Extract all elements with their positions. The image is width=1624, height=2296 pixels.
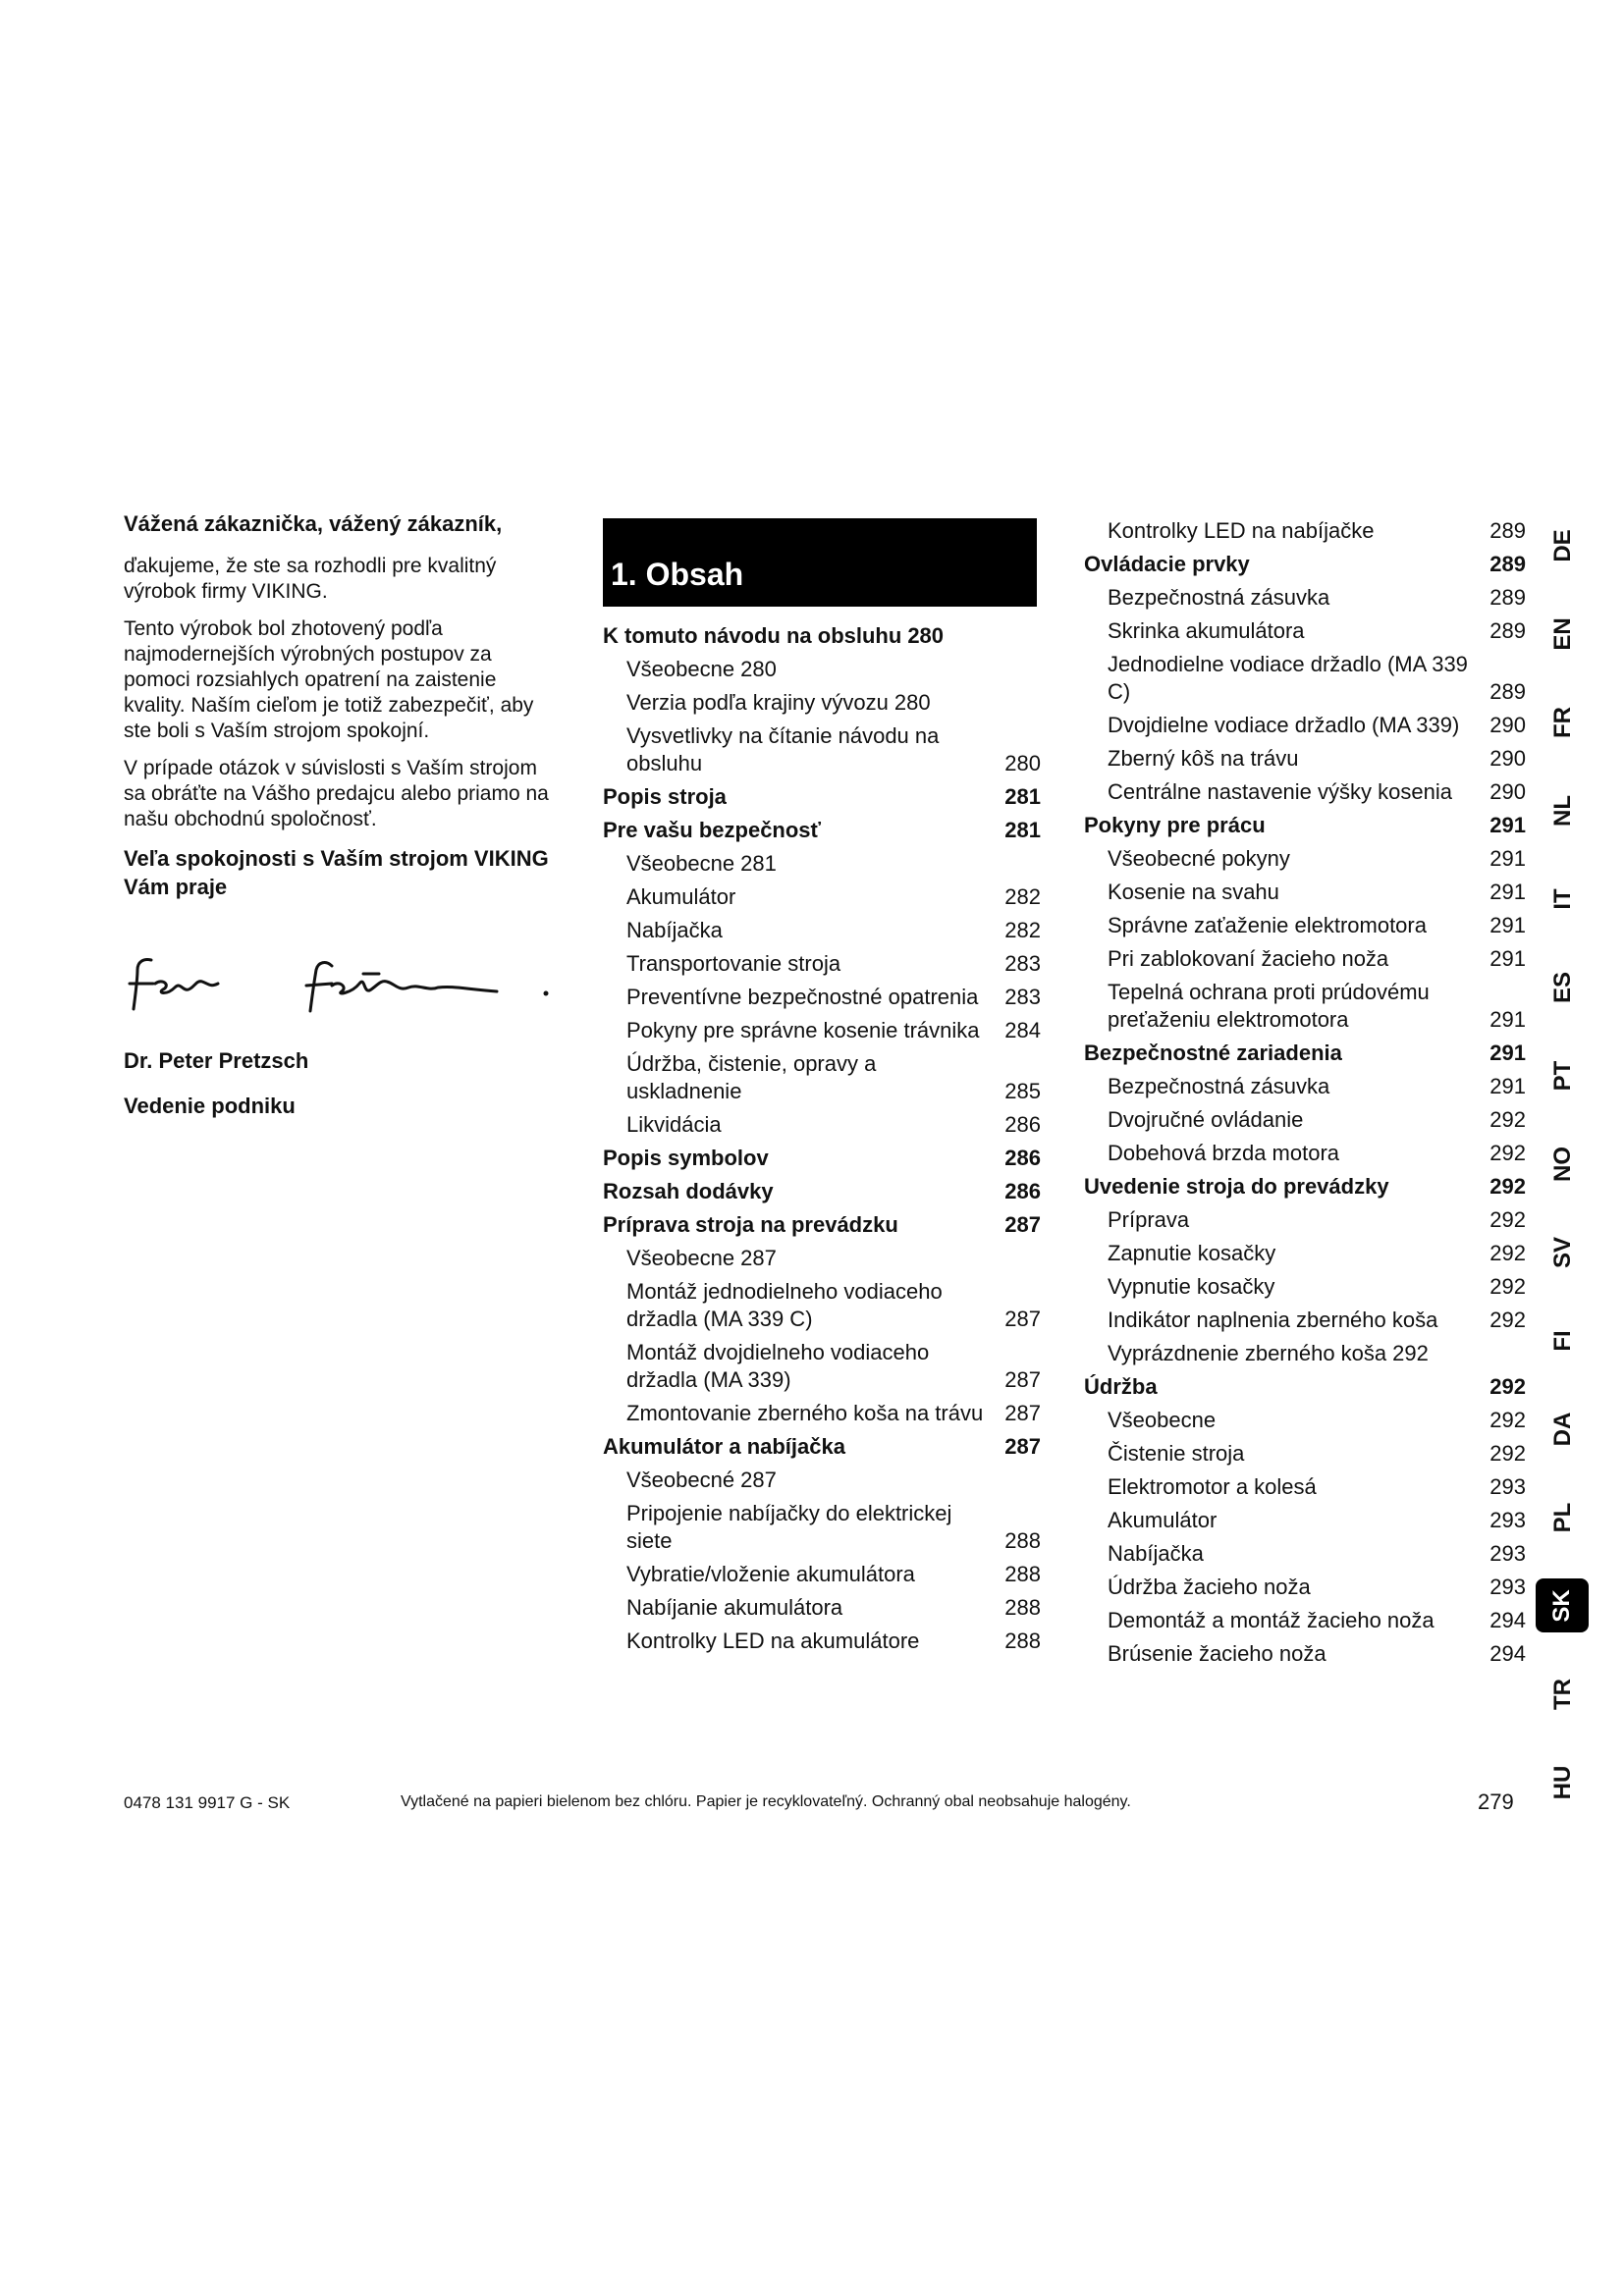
language-tab-label: DE — [1549, 528, 1576, 562]
toc-entry-page: 281 — [1004, 818, 1041, 842]
language-tab-hu[interactable] — [1536, 1755, 1591, 1809]
toc-entry-inline — [626, 656, 1041, 683]
language-tab-label: NO — [1549, 1146, 1576, 1182]
toc-entry — [603, 984, 1041, 1011]
toc-entry-page: 292 — [1489, 1241, 1526, 1265]
toc-entry — [1084, 845, 1526, 873]
language-tab-label: FR — [1549, 706, 1576, 738]
toc-entry — [1084, 812, 1526, 839]
toc-entry-page: 286 — [1004, 1112, 1041, 1137]
toc-entry — [603, 1433, 1041, 1461]
signer-name: Dr. Peter Pretzsch — [124, 1048, 309, 1073]
toc-entry — [603, 689, 1041, 717]
page-number: 279 — [1478, 1789, 1514, 1814]
toc-entry-page: 292 — [1489, 1408, 1526, 1432]
toc-entry-page: 291 — [1489, 1074, 1526, 1098]
toc-entry — [603, 1111, 1041, 1139]
toc-entry-title: Pri zablokovaní žacieho noža — [1108, 946, 1389, 971]
toc-entry-page: 282 — [1004, 918, 1041, 942]
language-tab-pt[interactable] — [1536, 1048, 1591, 1102]
toc-entry-page: 289 — [1489, 618, 1526, 643]
toc-entry-page: 288 — [1004, 1528, 1041, 1553]
toc-entry-page: 291 — [1489, 1041, 1526, 1065]
toc-entry — [1084, 912, 1526, 939]
toc-entry — [603, 850, 1041, 878]
toc-entry-title: Kontrolky LED na akumulátore — [626, 1629, 920, 1653]
toc-entry-title: Rozsah dodávky — [603, 1179, 774, 1203]
toc-entry-page: 293 — [1489, 1541, 1526, 1566]
toc-entry — [1084, 1473, 1526, 1501]
language-tab-label: SK — [1548, 1588, 1575, 1623]
toc-entry-inline — [626, 689, 1041, 717]
language-tab-label: TR — [1549, 1678, 1576, 1710]
toc-entry-title: Pokyny pre správne kosenie trávnika — [626, 1018, 980, 1042]
toc-entry-page: 290 — [1489, 713, 1526, 737]
toc-entry — [603, 1278, 1041, 1333]
toc-entry-page: 287 — [740, 1246, 777, 1270]
toc-entry-title: Brúsenie žacieho noža — [1108, 1641, 1326, 1666]
toc-entry — [1084, 1307, 1526, 1334]
toc-entry-title: Kosenie na svahu — [1108, 880, 1279, 904]
intro-paragraph-1: ďakujeme, že ste sa rozhodli pre kvalitný výrobok firmy VIKING. — [124, 555, 497, 603]
toc-entry-page: 288 — [1004, 1595, 1041, 1620]
toc-entry-title: Transportovanie stroja — [626, 951, 841, 976]
toc-entry — [603, 783, 1041, 811]
toc-entry-page: 288 — [1004, 1562, 1041, 1586]
language-tab-label: ES — [1549, 971, 1576, 1003]
toc-entry — [1084, 1540, 1526, 1568]
toc-entry-title: Správne zaťaženie elektromotora — [1108, 913, 1427, 937]
toc-entry-page: 280 — [893, 690, 931, 715]
language-tab-label: PL — [1549, 1502, 1576, 1532]
toc-entry-page: 294 — [1489, 1608, 1526, 1632]
toc-entry — [1084, 1140, 1526, 1167]
toc-entry-title: Zapnutie kosačky — [1108, 1241, 1276, 1265]
toc-entry-title: Údržba — [1084, 1374, 1158, 1399]
toc-entry — [603, 917, 1041, 944]
toc-entry — [603, 622, 1041, 650]
toc-entry-page: 287 — [1004, 1434, 1041, 1459]
toc-entry-title: Akumulátor a nabíjačka — [603, 1434, 845, 1459]
toc-entry-page: 287 — [1004, 1367, 1041, 1392]
toc-entry — [1084, 651, 1526, 706]
toc-entry-page: 287 — [740, 1468, 777, 1492]
toc-entry-page: 291 — [1489, 880, 1526, 904]
toc-entry-page: 292 — [1489, 1107, 1526, 1132]
toc-entry-page: 291 — [1489, 946, 1526, 971]
language-tab-label: NL — [1549, 794, 1576, 827]
toc-entry-page: 280 — [740, 657, 777, 681]
toc-column-1 — [603, 622, 1041, 1661]
toc-entry-page: 286 — [1004, 1179, 1041, 1203]
toc-entry-page: 289 — [1489, 552, 1526, 576]
toc-entry — [603, 1050, 1041, 1105]
toc-entry-title: Vypnutie kosačky — [1108, 1274, 1275, 1299]
toc-entry-title: K tomuto návodu na obsluhu — [603, 623, 902, 648]
toc-entry-title: Bezpečnostná zásuvka — [1108, 585, 1330, 610]
language-tab-label: EN — [1549, 616, 1576, 651]
toc-entry-title: Akumulátor — [626, 884, 736, 909]
toc-entry-title: Príprava stroja na prevádzku — [603, 1212, 898, 1237]
toc-entry-title: Vysvetlivky na čítanie návodu na obsluhu — [626, 723, 940, 775]
toc-entry-title: Všeobecne — [626, 851, 735, 876]
toc-entry — [1084, 1640, 1526, 1668]
toc-entry — [1084, 1340, 1526, 1367]
toc-entry — [1084, 1607, 1526, 1634]
toc-entry — [1084, 1507, 1526, 1534]
toc-entry-page: 280 — [907, 623, 945, 648]
toc-entry-title: Pre vašu bezpečnosť — [603, 818, 822, 842]
toc-entry-page: 293 — [1489, 1508, 1526, 1532]
toc-entry — [1084, 1373, 1526, 1401]
toc-entry — [1084, 945, 1526, 973]
language-tab-tr[interactable] — [1536, 1667, 1591, 1721]
toc-entry — [1084, 517, 1526, 545]
toc-entry-title: Preventívne bezpečnostné opatrenia — [626, 985, 979, 1009]
toc-entry — [1084, 1173, 1526, 1201]
toc-entry — [603, 1339, 1041, 1394]
toc-entry-page: 291 — [1489, 813, 1526, 837]
toc-entry-page: 281 — [1004, 784, 1041, 809]
toc-entry-page: 287 — [1004, 1401, 1041, 1425]
toc-entry-title: Nabíjanie akumulátora — [626, 1595, 843, 1620]
toc-entry-title: Pokyny pre prácu — [1084, 813, 1266, 837]
language-tab-de[interactable] — [1536, 518, 1591, 572]
toc-entry-page: 294 — [1489, 1641, 1526, 1666]
language-tab-es[interactable] — [1536, 960, 1591, 1014]
toc-entry-page: 292 — [1392, 1341, 1429, 1365]
language-tab-en[interactable] — [1536, 607, 1591, 661]
toc-entry-title: Montáž jednodielneho vodiaceho držadla (MA 339 C) — [626, 1279, 943, 1331]
language-tab-sk[interactable] — [1536, 1578, 1589, 1632]
language-tab-label: DA — [1549, 1412, 1576, 1446]
toc-entry-title: Montáž dvojdielneho vodiaceho držadla (MA 339) — [626, 1340, 930, 1392]
toc-entry-title: Kontrolky LED na nabíjačke — [1108, 518, 1375, 543]
toc-entry — [603, 722, 1041, 777]
toc-entry-page: 291 — [1489, 1007, 1526, 1032]
toc-entry — [1084, 1273, 1526, 1301]
toc-entry-title: Ovládacie prvky — [1084, 552, 1250, 576]
toc-entry-title: Verzia podľa krajiny vývozu — [626, 690, 889, 715]
signature-image — [124, 940, 556, 1019]
intro-section — [124, 510, 556, 1119]
toc-entry-page: 293 — [1489, 1575, 1526, 1599]
toc-entry-page: 289 — [1489, 679, 1526, 704]
toc-entry-title: Údržba, čistenie, opravy a uskladnenie — [626, 1051, 877, 1103]
toc-entry-title: Centrálne nastavenie výšky kosenia — [1108, 779, 1452, 804]
toc-entry-title: Likvidácia — [626, 1112, 722, 1137]
toc-entry-page: 290 — [1489, 746, 1526, 771]
toc-entry-title: Dobehová brzda motora — [1108, 1141, 1340, 1165]
toc-entry-page: 282 — [1004, 884, 1041, 909]
toc-entry-title: Indikátor naplnenia zberného koša — [1108, 1308, 1438, 1332]
toc-entry — [1084, 745, 1526, 773]
closing-line: Veľa spokojnosti s Vaším strojom VIKING Vám praje — [124, 846, 549, 899]
toc-entry — [603, 883, 1041, 911]
toc-entry-title: Jednodielne vodiace držadlo (MA 339 C) — [1108, 652, 1468, 704]
language-tab-da[interactable] — [1536, 1402, 1591, 1456]
language-tab-nl[interactable] — [1536, 783, 1591, 837]
toc-entry-title: Všeobecne — [626, 657, 735, 681]
language-tab-label: SV — [1549, 1236, 1576, 1268]
toc-entry — [1084, 879, 1526, 906]
toc-entry-page: 289 — [1489, 518, 1526, 543]
toc-entry-inline — [626, 850, 1041, 878]
toc-entry — [1084, 1407, 1526, 1434]
toc-entry-inline — [626, 1245, 1041, 1272]
intro-paragraph-2: Tento výrobok bol zhotovený podľa najmodernejších výrobných postupov za pomoci rozsiahlych opatrení na zaistenie kvality. Naším cieľom je totiž zabezpečiť, aby ste boli s Vaším strojom spokojní. — [124, 617, 534, 742]
toc-entry-page: 293 — [1489, 1474, 1526, 1499]
toc-entry-inline — [1108, 1340, 1526, 1367]
toc-entry-page: 285 — [1004, 1079, 1041, 1103]
toc-entry-title: Nabíjačka — [626, 918, 723, 942]
toc-entry — [1084, 1040, 1526, 1067]
toc-entry — [1084, 712, 1526, 739]
language-tab-no[interactable] — [1536, 1137, 1591, 1191]
toc-entry — [603, 656, 1041, 683]
toc-entry-page: 292 — [1489, 1374, 1526, 1399]
toc-entry-page: 287 — [1004, 1307, 1041, 1331]
toc-entry — [1084, 1073, 1526, 1100]
toc-entry-title: Čistenie stroja — [1108, 1441, 1245, 1466]
toc-entry — [603, 1594, 1041, 1622]
toc-entry-page: 292 — [1489, 1174, 1526, 1199]
toc-entry-page: 291 — [1489, 913, 1526, 937]
toc-entry-page: 291 — [1489, 846, 1526, 871]
toc-entry-page: 280 — [1004, 751, 1041, 775]
toc-entry-page: 292 — [1489, 1441, 1526, 1466]
toc-entry — [603, 950, 1041, 978]
toc-entry-title: Všeobecné — [626, 1468, 735, 1492]
toc-entry — [603, 1500, 1041, 1555]
toc-entry-page: 283 — [1004, 951, 1041, 976]
toc-entry-title: Pripojenie nabíjačky do elektrickej siete — [626, 1501, 952, 1553]
toc-entry — [1084, 617, 1526, 645]
toc-entry-page: 281 — [740, 851, 777, 876]
language-tab-label: PT — [1549, 1060, 1576, 1091]
toc-entry-title: Údržba žacieho noža — [1108, 1575, 1311, 1599]
toc-column-2 — [1084, 517, 1526, 1674]
toc-entry-title: Všeobecne — [626, 1246, 735, 1270]
toc-entry-page: 283 — [1004, 985, 1041, 1009]
toc-entry — [603, 1017, 1041, 1044]
toc-entry — [1084, 979, 1526, 1034]
toc-entry — [603, 1145, 1041, 1172]
document-code: 0478 131 9917 G - SK — [124, 1793, 291, 1812]
toc-entry — [1084, 1240, 1526, 1267]
toc-title: 1. Obsah — [611, 557, 744, 592]
toc-entry-page: 292 — [1489, 1207, 1526, 1232]
toc-entry — [1084, 1106, 1526, 1134]
toc-entry-page: 284 — [1004, 1018, 1041, 1042]
toc-entry-title: Zberný kôš na trávu — [1108, 746, 1299, 771]
toc-entry-page: 292 — [1489, 1308, 1526, 1332]
toc-entry-title: Popis stroja — [603, 784, 727, 809]
toc-entry-title: Všeobecné pokyny — [1108, 846, 1290, 871]
toc-entry-title: Príprava — [1108, 1207, 1190, 1232]
toc-entry-title: Vybratie/vloženie akumulátora — [626, 1562, 915, 1586]
toc-entry-title: Demontáž a montáž žacieho noža — [1108, 1608, 1435, 1632]
toc-entry-page: 292 — [1489, 1274, 1526, 1299]
toc-entry-title: Zmontovanie zberného koša na trávu — [626, 1401, 984, 1425]
toc-entry — [1084, 584, 1526, 612]
intro-paragraph-3: V prípade otázok v súvislosti s Vaším strojom sa obráťte na Vášho predajcu alebo priamo na našu obchodnú spoločnosť. — [124, 757, 549, 830]
toc-entry-title: Bezpečnostná zásuvka — [1108, 1074, 1330, 1098]
toc-entry — [603, 1400, 1041, 1427]
toc-entry-inline — [626, 1467, 1041, 1494]
toc-entry-title: Dvojručné ovládanie — [1108, 1107, 1304, 1132]
toc-entry-title: Popis symbolov — [603, 1146, 769, 1170]
toc-entry — [1084, 1440, 1526, 1468]
toc-entry — [603, 1211, 1041, 1239]
language-tab-sv[interactable] — [1536, 1225, 1591, 1279]
toc-entry-page: 292 — [1489, 1141, 1526, 1165]
language-tabs — [1536, 518, 1591, 1843]
toc-entry-page: 287 — [1004, 1212, 1041, 1237]
toc-entry — [603, 1178, 1041, 1205]
language-tab-pl[interactable] — [1536, 1490, 1591, 1544]
toc-entry-title: Všeobecne — [1108, 1408, 1217, 1432]
toc-header — [603, 518, 1037, 607]
signer-role: Vedenie podniku — [124, 1094, 296, 1118]
toc-entry — [1084, 1206, 1526, 1234]
toc-entry-title: Dvojdielne vodiace držadlo (MA 339) — [1108, 713, 1460, 737]
language-tab-fr[interactable] — [1536, 695, 1591, 749]
toc-entry-title: Tepelná ochrana proti prúdovému preťaženiu elektromotora — [1108, 980, 1430, 1032]
toc-entry-page: 289 — [1489, 585, 1526, 610]
footer-note: Vytlačené na papieri bielenom bez chlóru. Papier je recyklovateľný. Ochranný obal neobsahuje halogény. — [401, 1793, 1131, 1810]
toc-entry-title: Nabíjačka — [1108, 1541, 1204, 1566]
toc-entry — [603, 1467, 1041, 1494]
language-tab-fi[interactable] — [1536, 1313, 1591, 1367]
toc-entry — [603, 1561, 1041, 1588]
toc-entry-title: Skrinka akumulátora — [1108, 618, 1305, 643]
language-tab-label: FI — [1549, 1329, 1576, 1352]
toc-entry — [1084, 778, 1526, 806]
toc-entry-title: Bezpečnostné zariadenia — [1084, 1041, 1342, 1065]
toc-entry-page: 290 — [1489, 779, 1526, 804]
toc-entry-title: Akumulátor — [1108, 1508, 1218, 1532]
toc-entry-title: Uvedenie stroja do prevádzky — [1084, 1174, 1389, 1199]
toc-entry — [1084, 551, 1526, 578]
toc-entry-page: 286 — [1004, 1146, 1041, 1170]
toc-entry-inline — [603, 622, 1041, 650]
toc-entry-title: Vyprázdnenie zberného koša — [1108, 1341, 1387, 1365]
toc-entry — [603, 1628, 1041, 1655]
language-tab-label: IT — [1549, 887, 1576, 910]
toc-entry — [603, 1245, 1041, 1272]
language-tab-it[interactable] — [1536, 872, 1591, 926]
toc-entry — [603, 817, 1041, 844]
toc-entry-page: 288 — [1004, 1629, 1041, 1653]
toc-entry — [1084, 1574, 1526, 1601]
language-tab-label: HU — [1549, 1765, 1576, 1799]
toc-entry-title: Elektromotor a kolesá — [1108, 1474, 1317, 1499]
greeting: Vážená zákaznička, vážený zákazník, — [124, 511, 503, 536]
